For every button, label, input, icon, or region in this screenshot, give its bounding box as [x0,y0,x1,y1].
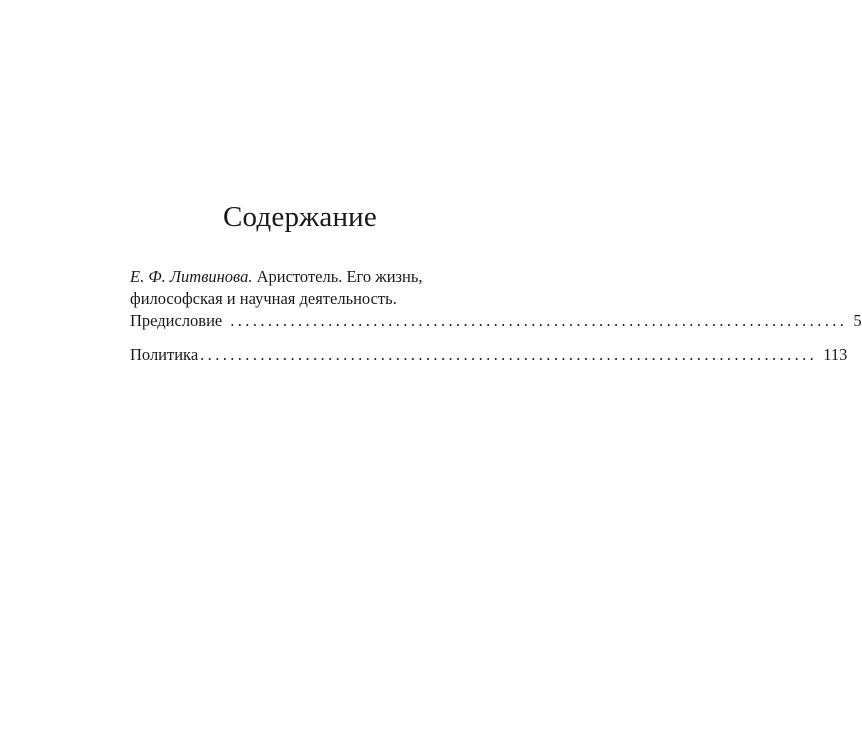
toc-entry-author: Е. Ф. Литвинова. [130,267,253,286]
toc-page-number: 5 [853,311,862,330]
dot-leader: .................................................................................. [230,311,848,330]
toc-entry-heading-line [130,266,484,288]
table-of-contents [130,266,862,366]
toc-page-number: 113 [823,345,848,364]
toc-entry-aristotle-biography [130,266,862,332]
dot-leader: .................................................................................. [200,345,818,364]
page-title: Содержание [223,201,377,233]
toc-entry-subtitle-line-1: Аристотель. Его жизнь, [256,267,423,286]
toc-entry-label: Политика [130,345,199,364]
toc-entry-politics [130,344,848,366]
toc-entry-subtitle-line-2: философская и научная деятельность. [130,289,397,308]
toc-row-politics[interactable] [130,344,848,366]
toc-entry-label: Предисловие [130,311,223,330]
toc-row-preface[interactable] [130,310,862,332]
